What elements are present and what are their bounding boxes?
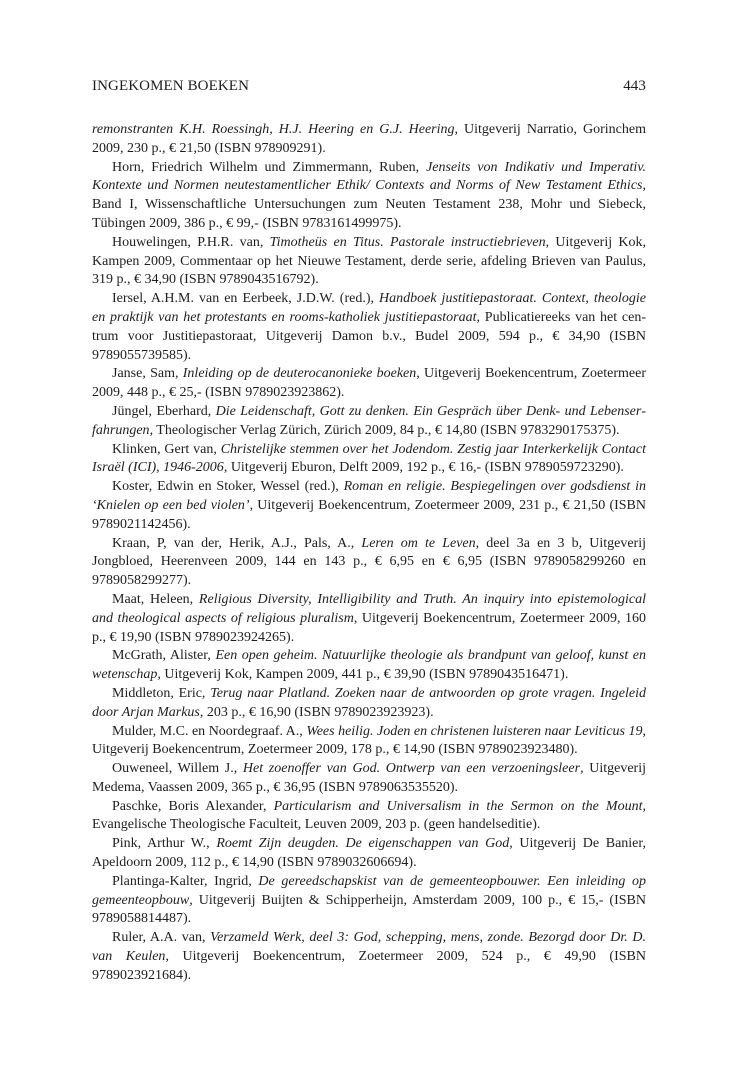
book-title: Inleiding op de deuterocanonieke boeken: [182, 366, 417, 382]
book-entry: [92, 798, 646, 836]
book-entry: [92, 403, 646, 441]
book-details: , Uitgeverij De Banier, Apeldoorn 2009, 112 p., € 14,90 (ISBN 9789032606694).: [92, 836, 646, 871]
book-details: Uitgeverij Narratio, Gorinchem 2009, 230 p., € 21,50 (ISBN 978909291).: [92, 122, 646, 156]
book-details: Horn, Friedrich Wilhelm und Zimmermann, Ruben,: [112, 159, 427, 175]
book-details: Ruler, A.A. van,: [112, 930, 211, 946]
book-details: Plantinga-Kalter, Ingrid,: [112, 873, 259, 889]
running-title: INGEKOMEN BOEKEN: [92, 78, 249, 94]
book-details: Iersel, A.H.M. van en Eerbeek, J.D.W. (red.),: [112, 291, 380, 307]
book-entry: [92, 535, 646, 591]
book-details: Janse, Sam,: [112, 366, 183, 382]
book-details: Ouweneel, Willem J.,: [112, 761, 243, 777]
book-entry: [92, 647, 646, 685]
book-details: , Theologischer Verlag Zürich, Zürich 2009, 84 p., € 14,80 (ISBN 9783290175375).: [149, 422, 620, 438]
running-header: [92, 78, 646, 95]
book-title: Religious Diversity, Intelligibility and Truth. An inquiry into epistemological and theological aspects of religious pluralism: [92, 591, 646, 626]
book-title: Het zoenoffer van God. Ontwerp van een verzoeningsleer: [242, 761, 581, 777]
book-entry: [92, 121, 646, 159]
book-entry: [92, 591, 646, 647]
book-details: Jüngel, Eberhard,: [112, 403, 216, 419]
book-details: , Uitgeverij Buijten & Schipperheijn, Amsterdam 2009, 100 p., € 15,- (ISBN 9789058814487).: [92, 892, 646, 927]
page-number: 443: [623, 78, 646, 94]
book-entry: [92, 760, 646, 798]
book-details: Uitgeverij Kok, Kampen 2009, 441 p., € 39,90 (ISBN 9789043516471).: [160, 667, 569, 683]
book-title: Een open geheim. Natuurlijke theologie als brandpunt van geloof, kunst en wetenschap,: [92, 648, 646, 683]
book-details: McGrath, Alister,: [112, 648, 216, 664]
book-entry: [92, 441, 646, 479]
book-details: Pink, Arthur W.,: [112, 836, 217, 852]
book-details: , Uitgeverij Boekencentrum, Zoetermeer 2009, 160 p., € 19,90 (ISBN 9789023924265).: [92, 610, 646, 645]
book-details: Mulder, M.C. en Noordegraaf. A.,: [112, 723, 307, 739]
book-entry: [92, 365, 646, 403]
book-details: , Uitgeverij Medema, Vaassen 2009, 365 p., € 36,95 (ISBN 9789063535520).: [92, 761, 646, 795]
book-details: , Band I, Wissenschaftliche Untersuchungen zum Neuten Testament 238, Mohr und Siebeck, Tübingen 2009, 386 p., € 99,- (ISBN 9783161499975).: [92, 178, 646, 231]
book-details: , Uitgeverij Boekencentrum, Zoetermeer 2009, 231 p., € 21,50 (ISBN 9789021142456).: [92, 497, 647, 532]
book-details: , deel 3a en 3 b, Uitgeverij Jongbloed, Heerenveen 2009, 144 en 143 p., € 6,95 en € 6,95 (ISBN 9789058299260 en 9789058299277).: [92, 535, 646, 589]
book-entry: [92, 873, 646, 929]
book-details: , Uitgeverij Boekencentrum, Zoetermeer 2009, 524 p., € 49,90 (ISBN 9789023921684).: [92, 949, 646, 983]
book-details: , Uitgeverij Boekencentrum, Zoetermeer 2009, 448 p., € 25,- (ISBN 9789023923862).: [92, 366, 646, 401]
book-title: Particularism and Universalism in the Sermon on the Mount,: [273, 798, 646, 814]
book-title: Verzameld Werk, deel 3: God, schepping, mens, zonde. Bezorgd door Dr. D. van Keulen: [92, 930, 646, 965]
book-details: , 203 p., € 16,90 (ISBN 9789023923923).: [199, 704, 434, 720]
book-entry: [92, 685, 646, 723]
book-title: Jenseits von Indikativ und Imperativ. Kontexte und Normen neutestamentlicher Ethik/ Contexts and Norms of New Testament Ethics: [92, 159, 646, 194]
book-title: Leren om te Leven: [361, 535, 476, 551]
book-details: , Uitgeverij Eburon, Delft 2009, 192 p., € 16,- (ISBN 9789059723290).: [223, 460, 624, 476]
book-details: , Publicatiereeks van het centrum voor Justitiepastoraat, Uitgeverij Damon b.v., Budel 2009, 594 p., € 34,90 (ISBN 9789055739585).: [92, 309, 646, 363]
book-details: , Uitgeverij Boekencentrum, Zoetermeer 2009, 178 p., € 14,90 (ISBN 9789023923480).: [92, 723, 646, 758]
book-title: Timotheüs en Titus. Pastorale instructiebrieven: [269, 234, 546, 250]
book-entry: [92, 159, 646, 234]
book-details: Evangelische Theologische Faculteit, Leuven 2009, 203 p. (geen handelseditie).: [92, 817, 541, 833]
book-entry: [92, 478, 646, 534]
book-entry: [92, 835, 646, 873]
book-details: Middleton, Eric,: [112, 685, 211, 701]
book-title: Handboek justitiepastoraat. Context, theologie en praktijk van het protestants en rooms-katholiek justitiepastoraat: [92, 291, 647, 325]
book-entry: [92, 929, 646, 985]
book-list: [92, 121, 646, 986]
book-details: Kraan, P, van der, Herik, A.J., Pals, A.,: [112, 535, 362, 551]
book-title: Christelijke stemmen over het Jodendom. Zestig jaar Interkerkelijk Contact Israël (ICI), 1946-2006: [92, 441, 646, 476]
book-details: Paschke, Boris Alexander,: [112, 798, 274, 814]
book-title: Terug naar Platland. Zoeken naar de antwoorden op grote vragen. Ingeleid door Arjan Markus: [92, 685, 646, 720]
book-title: Roemt Zijn deugden. De eigenschappen van God: [216, 836, 510, 852]
book-title: Wees heilig. Joden en christenen luisteren naar Leviticus 19: [306, 723, 643, 739]
book-details: Klinken, Gert van,: [112, 441, 221, 457]
book-details: Houwelingen, P.H.R. van,: [112, 234, 270, 250]
book-details: , Uitgeverij Kok, Kampen 2009, Commentaar op het Nieuwe Testament, derde serie, afdeling Brieven van Paulus, 319 p., € 34,90 (ISBN 9789043516792).: [92, 234, 646, 288]
book-title: Die Leidenschaft, Gott zu denken. Ein Gespräch über Denk- und Lebenserfahrungen: [92, 403, 646, 438]
book-title: Roman en religie. Bespiegelingen over godsdienst in ‘Knielen op een bed violen’: [92, 479, 646, 513]
book-details: Koster, Edwin en Stoker, Wessel (red.),: [112, 479, 344, 495]
book-title: De gereedschapskist van de gemeenteopbouwer. Een inleiding op gemeenteopbouw: [92, 873, 646, 908]
book-entry: [92, 290, 646, 365]
book-entry: [92, 723, 646, 761]
book-entry: [92, 234, 646, 290]
book-details: Maat, Heleen,: [112, 591, 199, 607]
book-title: remonstranten K.H. Roessingh, H.J. Heering en G.J. Heering,: [92, 122, 458, 137]
